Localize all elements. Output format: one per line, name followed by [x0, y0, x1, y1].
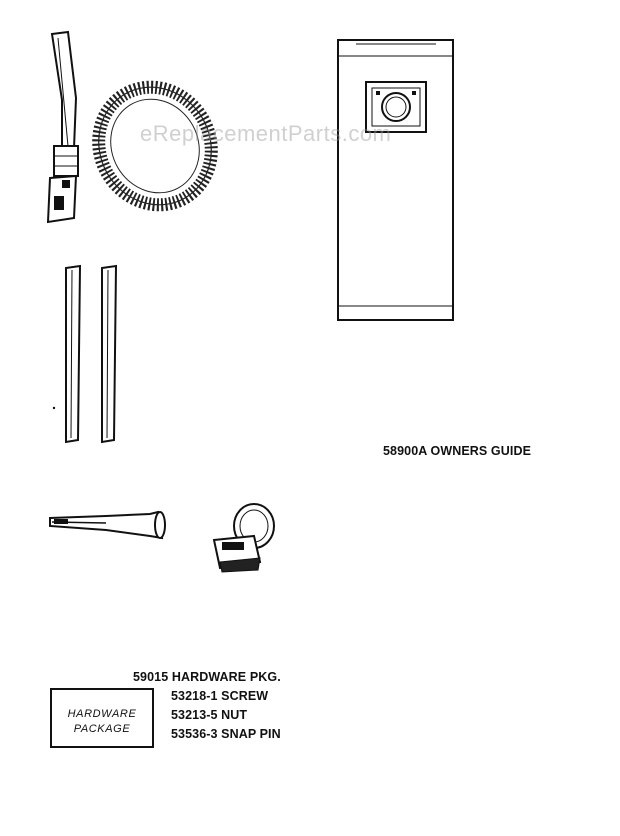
hardware-box-line2: PACKAGE	[73, 723, 131, 735]
extension-wands-drawing	[50, 262, 140, 446]
snap-pin-label: 53536-3 SNAP PIN	[171, 727, 281, 741]
owners-guide-label: 58900A OWNERS GUIDE	[383, 444, 532, 458]
hardware-box-line1: HARDWARE	[67, 708, 137, 720]
watermark-text: eReplacementParts.com	[140, 121, 392, 146]
screw-label: 53218-1 SCREW	[171, 689, 269, 703]
dusting-brush-drawing	[210, 500, 280, 576]
dust-bag-drawing	[336, 38, 456, 323]
hardware-pkg-label: 59015 HARDWARE PKG.	[133, 670, 281, 684]
crevice-tool-drawing	[46, 508, 172, 544]
nut-label: 53213-5 NUT	[171, 708, 248, 722]
hardware-package-box	[50, 688, 154, 748]
